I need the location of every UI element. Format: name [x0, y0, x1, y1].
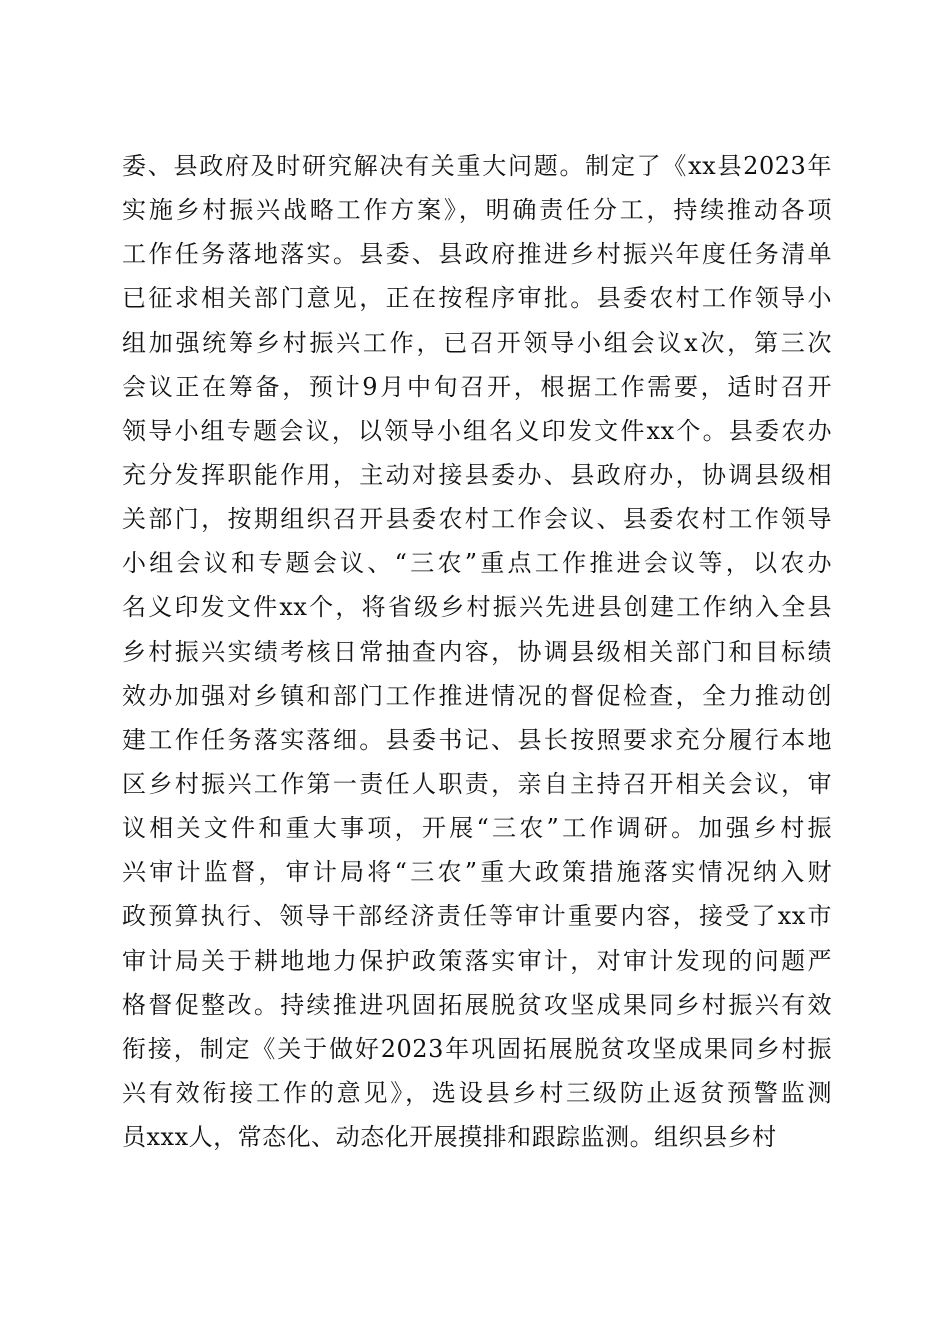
text-line: 组加强统筹乡村振兴工作，已召开领导小组会议x次，第三次: [122, 328, 832, 357]
text-line: 政预算执行、领导干部经济责任等审计重要内容，接受了xx市: [122, 902, 832, 931]
text-line: 审计局关于耕地地力保护政策落实审计，对审计发现的问题严: [122, 946, 832, 975]
body-text: [122, 144, 832, 1159]
text-line: 建工作任务落实落细。县委书记、县长按照要求充分履行本地: [122, 725, 832, 754]
text-line: 小组会议和专题会议、“三农”重点工作推进会议等，以农办: [122, 549, 832, 578]
text-line: 区乡村振兴工作第一责任人职责，亲自主持召开相关会议，审: [122, 769, 832, 798]
text-line: 兴有效衔接工作的意见》，选设县乡村三级防止返贫预警监测: [122, 1078, 832, 1107]
text-line: 充分发挥职能作用，主动对接县委办、县政府办，协调县级相: [122, 460, 832, 489]
text-line: 实施乡村振兴战略工作方案》，明确责任分工，持续推动各项: [122, 196, 832, 225]
text-line: 乡村振兴实绩考核日常抽查内容，协调县级相关部门和目标绩: [122, 637, 832, 666]
text-line: 议相关文件和重大事项，开展“三农”工作调研。加强乡村振: [122, 814, 832, 843]
text-line: 领导小组专题会议，以领导小组名义印发文件xx个。县委农办: [122, 416, 832, 445]
text-line: 关部门，按期组织召开县委农村工作会议、县委农村工作领导: [122, 505, 832, 534]
text-line: 会议正在筹备，预计9月中旬召开，根据工作需要，适时召开: [122, 372, 832, 401]
text-line: 名义印发文件xx个，将省级乡村振兴先进县创建工作纳入全县: [122, 593, 832, 622]
text-line: 已征求相关部门意见，正在按程序审批。县委农村工作领导小: [122, 284, 832, 313]
text-line: 效办加强对乡镇和部门工作推进情况的督促检查，全力推动创: [122, 681, 832, 710]
text-line: 工作任务落地落实。县委、县政府推进乡村振兴年度任务清单: [122, 240, 832, 269]
text-line: 委、县政府及时研究解决有关重大问题。制定了《xx县2023年: [122, 152, 832, 180]
text-line: 兴审计监督，审计局将“三农”重大政策措施落实情况纳入财: [122, 858, 832, 887]
text-line: 衔接，制定《关于做好2023年巩固拓展脱贫攻坚成果同乡村振: [122, 1034, 832, 1063]
text-line: 员xxx人，常态化、动态化开展摸排和跟踪监测。组织县乡村: [122, 1123, 777, 1152]
text-line: 格督促整改。持续推进巩固拓展脱贫攻坚成果同乡村振兴有效: [122, 990, 832, 1019]
